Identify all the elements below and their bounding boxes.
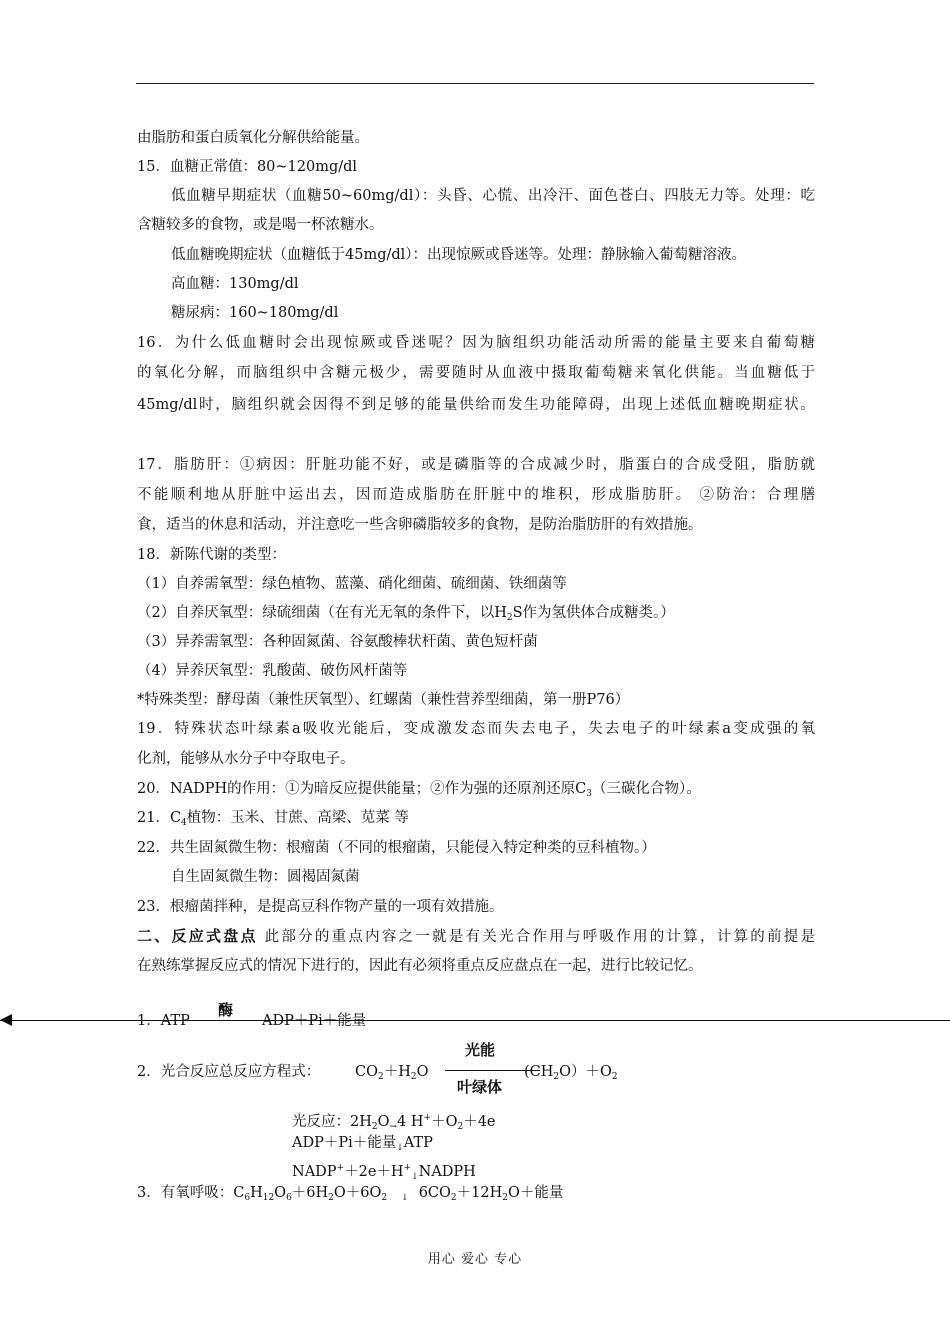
item-21: 21．$C_4$植物：玉米、甘蔗、高梁、苋菜 等 xyxy=(137,810,409,828)
text-line: 低血糖早期症状（血糖50~60mg/dl）：头昏、心慌、出冷汗、面色苍白、四肢无力等。处理：吃 xyxy=(171,188,815,204)
list-item: （4）异养厌氧型：乳酸菌、破伤风杆菌等 xyxy=(137,663,408,679)
text-line: 自生固氮微生物：圆褐固氮菌 xyxy=(171,869,360,885)
light-reaction-2: ADP＋Pi＋能量$_↓$ATP xyxy=(292,1135,433,1153)
text-line: 低血糖晚期症状（血糖低于45mg/dl）：出现惊厥或昏迷等。处理：静脉输入葡萄糖溶液。 xyxy=(171,247,747,263)
item-19: 19．特殊状态叶绿素a吸收光能后，变成激发态而失去电子，失去电子的叶绿素a变成强的氧 xyxy=(137,721,815,737)
text-line: 化剂，能够从水分子中夺取电子。 xyxy=(137,751,355,767)
text-line: 45mg/dl时，脑组织就会因得不到足够的能量供给而发生功能障碍，出现上述低血糖晚期症状。 xyxy=(137,397,815,413)
text-line: 含糖较多的食物，或是喝一杯浓糖水。 xyxy=(137,217,384,233)
item-15: 15．血糖正常值：80~120mg/dl xyxy=(137,159,358,175)
text-line: 糖尿病：160~180mg/dl xyxy=(171,305,339,321)
equation-respiration: 3．有氧呼吸：$C_6H_{12}O_6+6H_2O+6O_2$ $_↓$ $6CO_2+12H_2O+$能量 xyxy=(137,1185,564,1203)
list-item: （1）自养需氧型：绿色植物、蓝藻、硝化细菌、硫细菌、铁细菌等 xyxy=(137,576,567,592)
item-23: 23．根瘤菌拌种，是提高豆科作物产量的一项有效措施。 xyxy=(137,899,504,915)
text-line: 食，适当的休息和活动，并注意吃一些含卵磷脂较多的食物，是防治脂肪肝的有效措施。 xyxy=(137,517,703,533)
item-17: 17．脂肪肝：①病因：肝脏功能不好，或是磷脂等的合成减少时，脂蛋白的合成受阻，脂肪就 xyxy=(137,457,815,473)
light-reaction-3: $NADP^++2e+H^+_↓NADPH$ xyxy=(292,1163,476,1182)
section-heading: 二、反应式盘点 此部分的重点内容之一就是有关光合作用与呼吸作用的计算，计算的前提是 xyxy=(137,927,815,945)
equation-atp-left: 1．ATP xyxy=(137,1013,190,1029)
equation-atp-right: ADP＋Pi＋能量 xyxy=(262,1013,367,1029)
list-item: （2）自养厌氧型：绿硫细菌（在有光无氧的条件下，以$H_2S$作为氢供体合成糖类。） xyxy=(137,605,675,623)
header-rule xyxy=(136,83,814,84)
item-20: 20．NADPH的作用：①为暗反应提供能量；②作为强的还原剂还原$C_3$（三碳化合物）。 xyxy=(137,781,701,799)
equation-products: $(CH_2O)+O_2$ xyxy=(524,1064,618,1082)
item-18: 18．新陈代谢的类型： xyxy=(137,547,286,563)
enzyme-label: 酶 xyxy=(218,1001,234,1019)
text-line: 由脂肪和蛋白质氧化分解供给能量。 xyxy=(137,130,369,146)
arrowhead-icon xyxy=(0,1014,12,1026)
list-item: （3）异养需氧型：各种固氮菌、谷氨酸棒状杆菌、黄色短杆菌 xyxy=(137,634,538,650)
equation-photosynthesis: 2．光合反应总反应方程式： xyxy=(137,1064,321,1080)
item-16: 16．为什么低血糖时会出现惊厥或昏迷呢？因为脑组织功能活动所需的能量主要来自葡萄糖 xyxy=(137,335,815,351)
text-line: 在熟练掌握反应式的情况下进行的，因此有必须将重点反应盘点在一起，进行比较记忆。 xyxy=(137,958,703,974)
item-22: 22．共生固氮微生物：根瘤菌（不同的根瘤菌，只能侵入特定种类的豆科植物。） xyxy=(137,840,656,856)
text-line: 高血糖：130mg/dl xyxy=(171,276,299,292)
condition-chloroplast: 叶绿体 xyxy=(457,1078,503,1096)
text-line: 的氧化分解，而脑组织中含糖元极少，需要随时从血液中摄取葡萄糖来氧化供能。当血糖低于 xyxy=(137,365,815,381)
condition-light: 光能 xyxy=(465,1041,496,1059)
light-reaction-1: 光反应：$2H_2O_\to 4$ $H^++O_2+4e$ xyxy=(292,1113,496,1132)
text-line: 不能顺利地从肝脏中运出去，因而造成脂肪在肝脏中的堆积，形成脂肪肝。 ②防治：合理膳 xyxy=(137,487,815,503)
equation-reactants: $CO_2+H_2O$ xyxy=(355,1064,429,1082)
page-footer: 用心 爱心 专心 xyxy=(427,1252,523,1267)
list-item: *特殊类型：酵母菌（兼性厌氧型）、红螺菌（兼性营养型细菌，第一册P76） xyxy=(137,692,630,708)
